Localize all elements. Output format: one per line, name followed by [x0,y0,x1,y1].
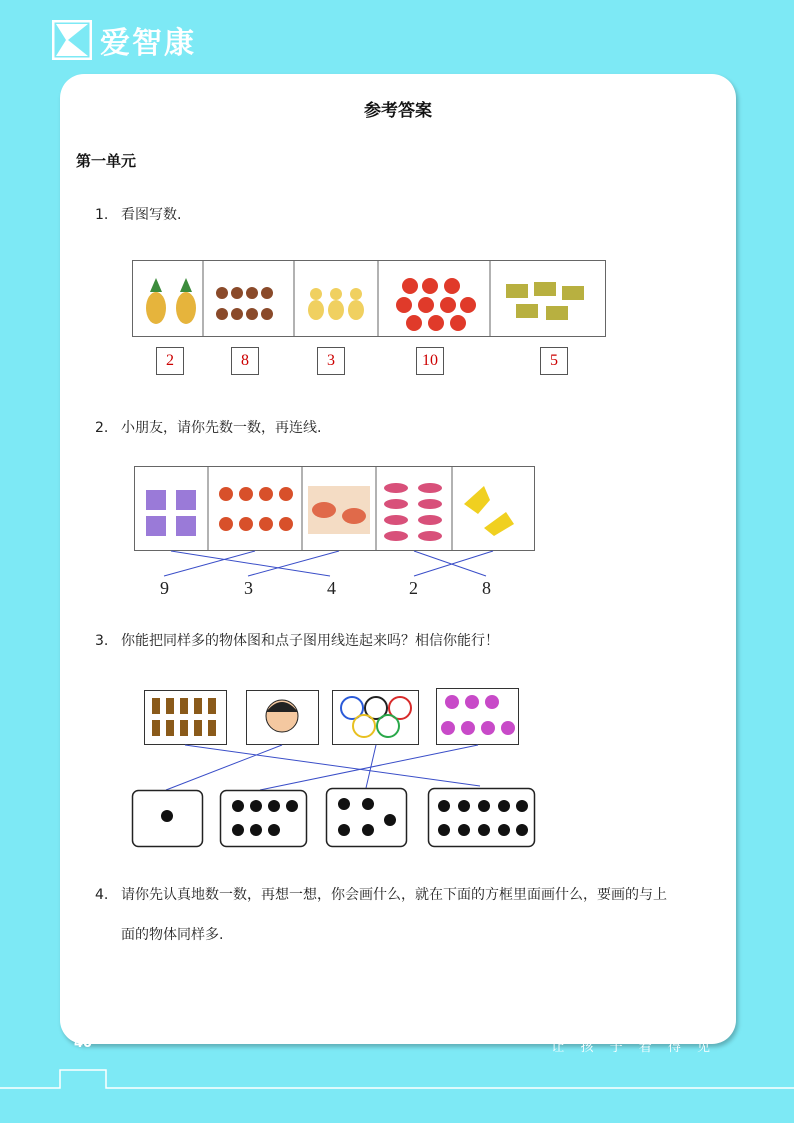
q1-picture-strip [132,260,608,340]
question-number: 4. [95,887,109,903]
answer-box: 8 [231,347,259,375]
question-number: 2. [95,420,109,436]
q3-matching-figure [130,686,540,850]
answer-box: 5 [540,347,568,375]
count-number: 8 [482,578,491,598]
answer-card [60,74,736,1044]
question-number: 1. [95,207,109,223]
brand-logo [52,18,196,62]
brand-name: 爱智康 [100,26,196,61]
face-icon [266,700,298,732]
question-number: 3. [95,633,109,649]
question-4 [95,884,667,904]
answer-box: 3 [317,347,345,375]
page-title: 参考答案 [364,101,432,121]
answer-box: 10 [416,347,444,375]
count-number: 3 [244,578,253,598]
q2-picture-strip [134,466,538,578]
footer-slogan: 让 孩 子 看 得 见 [551,1040,716,1055]
count-number: 2 [409,578,418,598]
answer-box: 2 [156,347,184,375]
unit-heading: 第一单元 [76,152,137,170]
logo-icon [52,20,92,60]
question-text: 你能把同样多的物体图和点子图用线连起来吗？相信你能行！ [121,633,499,649]
duck-icon [308,288,364,320]
question-4-continued: 面的物体同样多. [121,927,224,943]
question-1 [95,204,181,224]
match-lines [164,551,493,576]
page-number: 40 [74,1036,93,1051]
count-number: 9 [160,578,169,598]
question-text: 小朋友，请你先数一数，再连线. [121,420,322,436]
question-2 [95,417,321,437]
question-text: 请你先认真地数一数，再想一想，你会画什么，就在下面的方框里面画什么，要画的与上 [121,887,667,903]
match-lines [166,745,480,790]
count-number: 4 [327,578,336,598]
question-3 [95,630,499,650]
question-text: 看图写数. [121,207,182,223]
